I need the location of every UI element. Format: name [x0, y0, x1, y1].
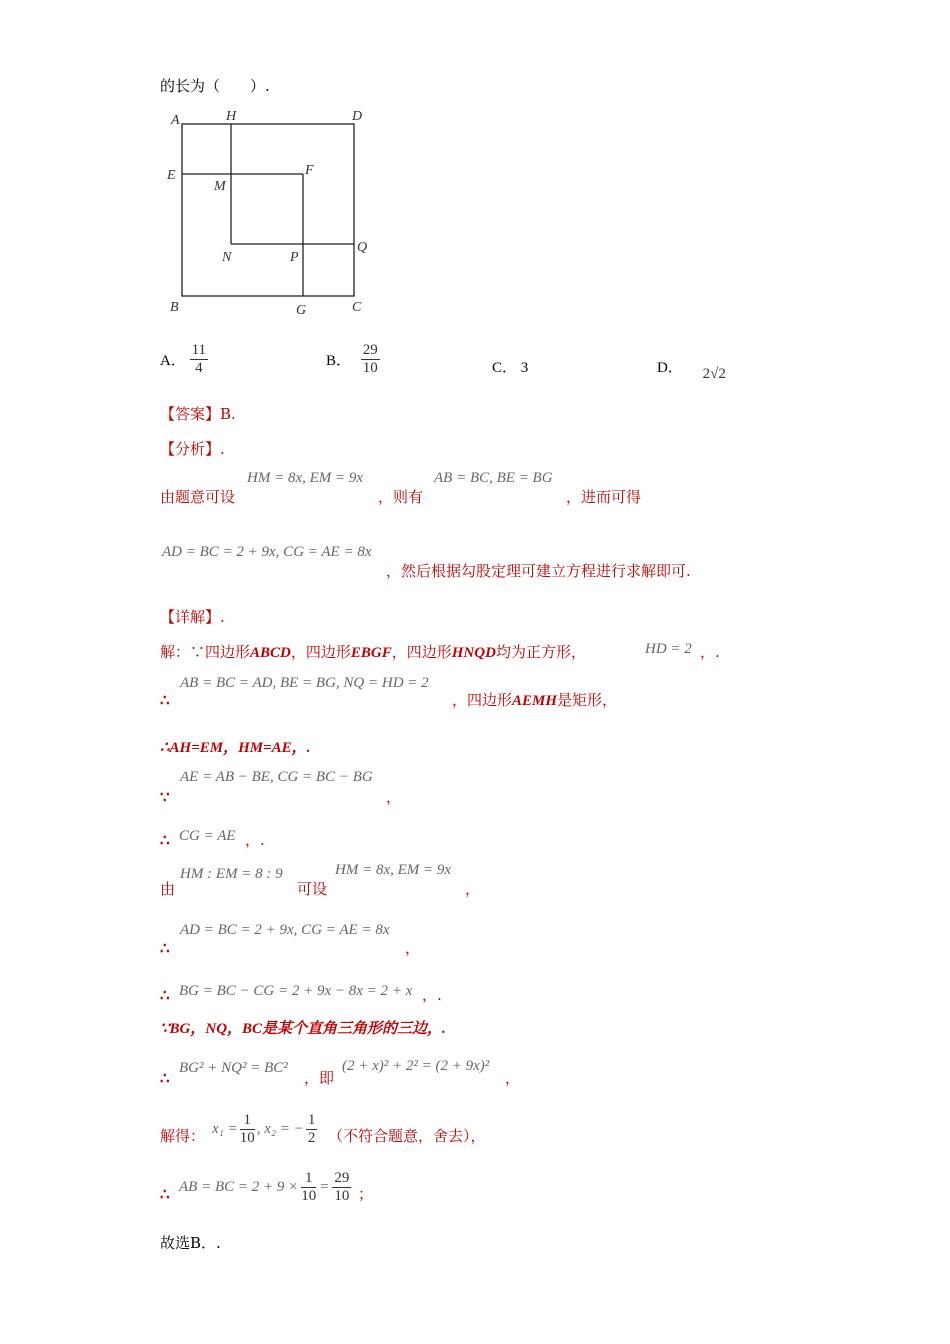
label-G: G	[296, 303, 307, 318]
detail-step10-b: ，即	[304, 1069, 335, 1087]
analysis-l1-c: ，进而可得	[566, 488, 642, 506]
option-c-letter: C．	[492, 360, 518, 376]
detail-step7-math: AD = BC = 2 + 9x, CG = AE = 8x	[180, 922, 390, 938]
label-D: D	[352, 109, 363, 124]
detail-step10-end: ，	[505, 1069, 521, 1087]
analysis-label: 【分析】.	[160, 440, 225, 458]
detail-step7-symbol: ∴	[160, 939, 170, 957]
detail-step2-text: ，四边形AEMH是矩形，	[452, 691, 618, 709]
option-b-fraction: $\frac{29}{10}$	[362, 342, 378, 376]
detail-label: 【详解】.	[160, 608, 225, 626]
detail-step1: 解：∵四边形ABCD，四边形EBGF，四边形HNQD均为正方形，	[160, 643, 586, 661]
detail-step10-math2: (2 + x)² + 2² = (2 + 9x)²	[342, 1058, 490, 1074]
detail-step6-math1: HM : EM = 8 : 9	[180, 866, 283, 882]
label-H: H	[226, 109, 237, 124]
option-a[interactable]	[160, 342, 208, 377]
option-b[interactable]	[326, 342, 380, 377]
detail-step1-end: ，.	[700, 643, 720, 661]
option-c-value: 3	[520, 360, 529, 376]
option-a-letter: A．	[160, 353, 186, 369]
detail-step5-symbol: ∴	[160, 831, 170, 849]
detail-step4-symbol: ∵	[160, 788, 170, 806]
option-b-letter: B．	[326, 353, 352, 369]
detail-step6-end: ，	[465, 880, 481, 898]
detail-step12-math: AB = BC = 2 + 9 × $\frac{1}{10}$ = $\frac{29}{10}$	[179, 1170, 350, 1204]
detail-step6-math2: HM = 8x, EM = 9x	[335, 862, 452, 878]
label-M: M	[214, 179, 226, 194]
answer-value: B.	[220, 405, 236, 423]
question-tail: 的长为（ ）.	[160, 77, 270, 95]
analysis-l1-a: 由题意可设	[160, 488, 236, 506]
detail-step8-symbol: ∴	[160, 986, 170, 1004]
answer-line	[160, 404, 236, 424]
analysis-l1-math1: HM = 8x, EM = 9x	[247, 470, 364, 486]
label-E: E	[167, 168, 176, 183]
detail-step2-math: AB = BC = AD, BE = BG, NQ = HD = 2	[180, 675, 429, 691]
detail-step13: 故选B．.	[160, 1234, 221, 1252]
label-Q: Q	[357, 240, 368, 255]
detail-step11-math: x₁ = $\frac{1}{10}$ , x₂ = − $\frac{1}{2}$	[212, 1112, 316, 1146]
analysis-l2-math: AD = BC = 2 + 9x, CG = AE = 8x	[162, 544, 372, 560]
detail-step1-math: HD = 2	[645, 641, 692, 657]
analysis-l1-math2: AB = BC, BE = BG	[434, 470, 553, 486]
detail-step5-end: ，.	[245, 831, 265, 849]
detail-step4-math: AE = AB − BE, CG = BC − BG	[180, 769, 373, 785]
detail-step7-end: ，	[405, 939, 421, 957]
detail-step5-math: CG = AE	[179, 828, 236, 844]
label-N: N	[222, 250, 232, 265]
detail-step9: ∵BG，NQ，BC是某个直角三角形的三边，.	[160, 1021, 446, 1037]
option-a-fraction: $\frac{11}{4}$	[191, 342, 207, 376]
analysis-l1-b: ，则有	[378, 488, 424, 506]
option-d[interactable]	[657, 356, 726, 382]
detail-step2-symbol: ∴	[160, 691, 170, 709]
label-F: F	[305, 163, 314, 178]
label-C: C	[352, 300, 362, 315]
label-P: P	[290, 250, 299, 265]
option-c[interactable]	[492, 356, 528, 377]
option-d-letter: D．	[657, 360, 683, 376]
detail-step8-math: BG = BC − CG = 2 + 9x − 8x = 2 + x	[179, 983, 413, 999]
option-d-value: 2√2	[702, 366, 726, 382]
detail-step8-end: ，.	[422, 986, 442, 1004]
geometry-figure	[160, 104, 390, 324]
detail-step6-a: 由	[160, 880, 176, 898]
detail-step11-a: 解得：	[160, 1127, 206, 1145]
detail-step12-symbol: ∴	[160, 1185, 170, 1203]
analysis-l2-c: ，然后根据勾股定理可建立方程进行求解即可.	[386, 562, 691, 580]
label-A: A	[171, 113, 180, 128]
detail-step12-end: ；	[358, 1185, 374, 1203]
detail-step4-end: ，	[386, 788, 402, 806]
detail-step6-b: 可设	[297, 880, 328, 898]
label-B: B	[170, 300, 179, 315]
detail-step3: ∴AH=EM，HM=AE，.	[160, 740, 311, 756]
detail-step10-math1: BG² + NQ² = BC²	[179, 1060, 288, 1076]
answer-label: 【答案】	[160, 405, 221, 423]
detail-step11-end: （不符合题意，舍去），	[328, 1127, 486, 1145]
detail-step10-symbol: ∴	[160, 1069, 170, 1087]
